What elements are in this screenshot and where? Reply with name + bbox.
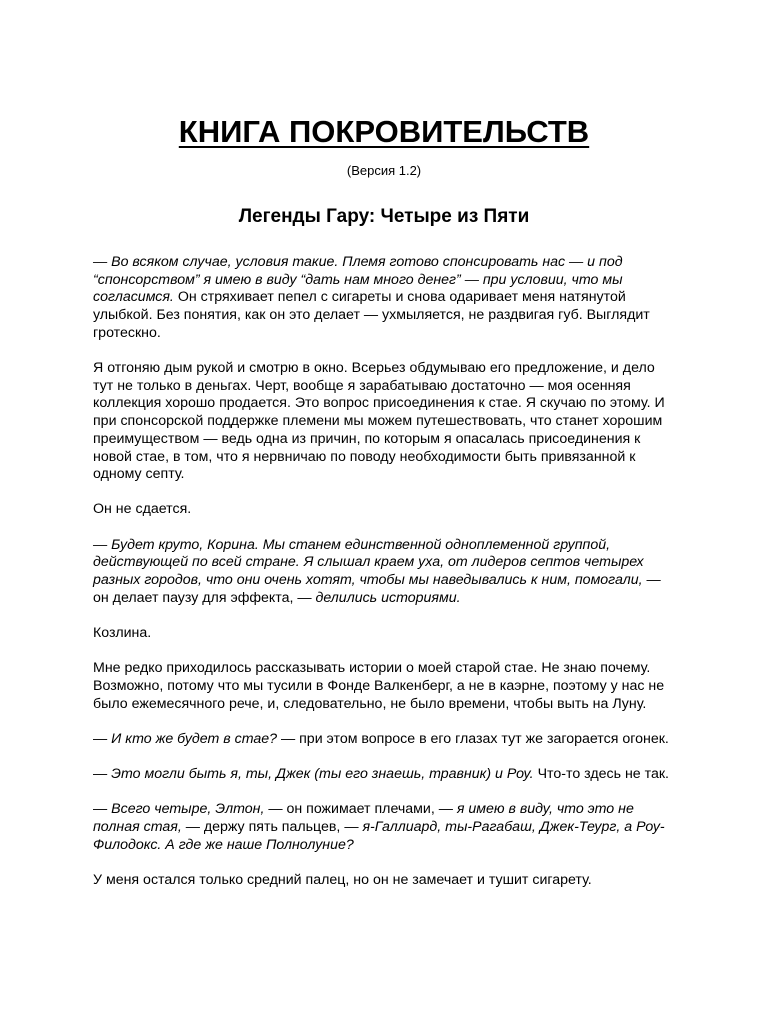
version-label: (Версия 1.2) — [346, 163, 422, 178]
dialogue-text: Всего четыре, Элтон, — [111, 801, 265, 818]
story-paragraph — [93, 537, 678, 608]
story-body — [93, 254, 678, 907]
document-title: КНИГА ПОКРОВИТЕЛЬСТВ — [178, 114, 590, 149]
chapter-subtitle: Легенды Гару: Четыре из Пяти — [238, 206, 530, 227]
story-paragraph — [93, 766, 678, 784]
story-paragraph — [93, 731, 678, 749]
dialogue-text: — Во всяком случае, условия такие. Племя готово спонсировать нас — и под “спонсорством” я имею в виду “дать нам много денег” — при условии, что мы согласимся. — [93, 254, 623, 306]
narration-text: — — [93, 730, 112, 747]
dialogue-text: Это могли быть я, ты, Джек (ты его знаешь, травник) и Роу. — [111, 765, 534, 782]
narration-text: — — [93, 801, 112, 818]
narration-text: — он делает паузу для эффекта, — — [93, 572, 661, 606]
narration-text: — при этом вопросе в его глазах тут же загорается огонек. — [277, 730, 669, 747]
story-paragraph — [93, 625, 678, 643]
narration-text: Что-то здесь не так. — [533, 765, 669, 782]
story-paragraph — [93, 872, 678, 890]
dialogue-text: делились историями. — [315, 589, 461, 606]
story-paragraph — [93, 660, 678, 713]
narration-text: Мне редко приходилось рассказывать истории о моей старой стае. Не знаю почему. Возможно, потому что мы тусили в Фонде Валкенберг, а не в каэрне, поэтому у нас не было ежемесячного рече, и, следовательно, не было времени, чтобы выть на Луну. — [93, 660, 665, 712]
narration-text: Я отгоняю дым рукой и смотрю в окно. Всерьез обдумываю его предложение, и дело тут не только в деньгах. Черт, вообще я зарабатываю достаточно — моя осенняя коллекция хорошо продается. Это вопрос присоединения к стае. Я скучаю по этому. И при спонсорской поддержке племени мы можем путешествовать, что станет хорошим преимуществом — ведь одна из причин, по которым я опасалась присоединения к новой стае, в том, что я нервничаю по поводу необходимости быть привязанной к одному септу. — [93, 360, 665, 483]
narration-text: — держу пять пальцев, — — [181, 818, 363, 835]
narration-text: Он не сдается. — [93, 501, 192, 518]
dialogue-text: я имею в виду, что это не полная стая, — [93, 801, 634, 835]
narration-text: У меня остался только средний палец, но он не замечает и тушит сигарету. — [93, 871, 592, 888]
narration-text: Он стряхивает пепел с сигареты и снова одаривает меня натянутой улыбкой. Без понятия, как он это делает — ухмыляется, не раздвигая губ. Выглядит гротескно. — [93, 289, 650, 341]
dialogue-text: я-Галлиард, ты-Рагабаш, Джек-Теург, а Роу-Филодокс. А где же наше Полнолуние? — [93, 818, 665, 853]
story-paragraph — [93, 801, 678, 854]
story-paragraph — [93, 501, 678, 519]
dialogue-text: И кто же будет в стае? — [111, 730, 278, 747]
story-paragraph — [93, 254, 678, 343]
narration-text: Козлина. — [93, 624, 152, 641]
narration-text: — он пожимает плечами, — — [264, 801, 457, 818]
narration-text: — — [93, 765, 112, 782]
story-paragraph — [93, 360, 678, 484]
dialogue-text: — Будет круто, Корина. Мы станем единственной одноплеменной группой, действующей по всей стране. Я слышал краем уха, от лидеров септов четырех разных городов, что они очень хотят, чтобы мы наведывались к ним, помогали, — [93, 536, 644, 589]
